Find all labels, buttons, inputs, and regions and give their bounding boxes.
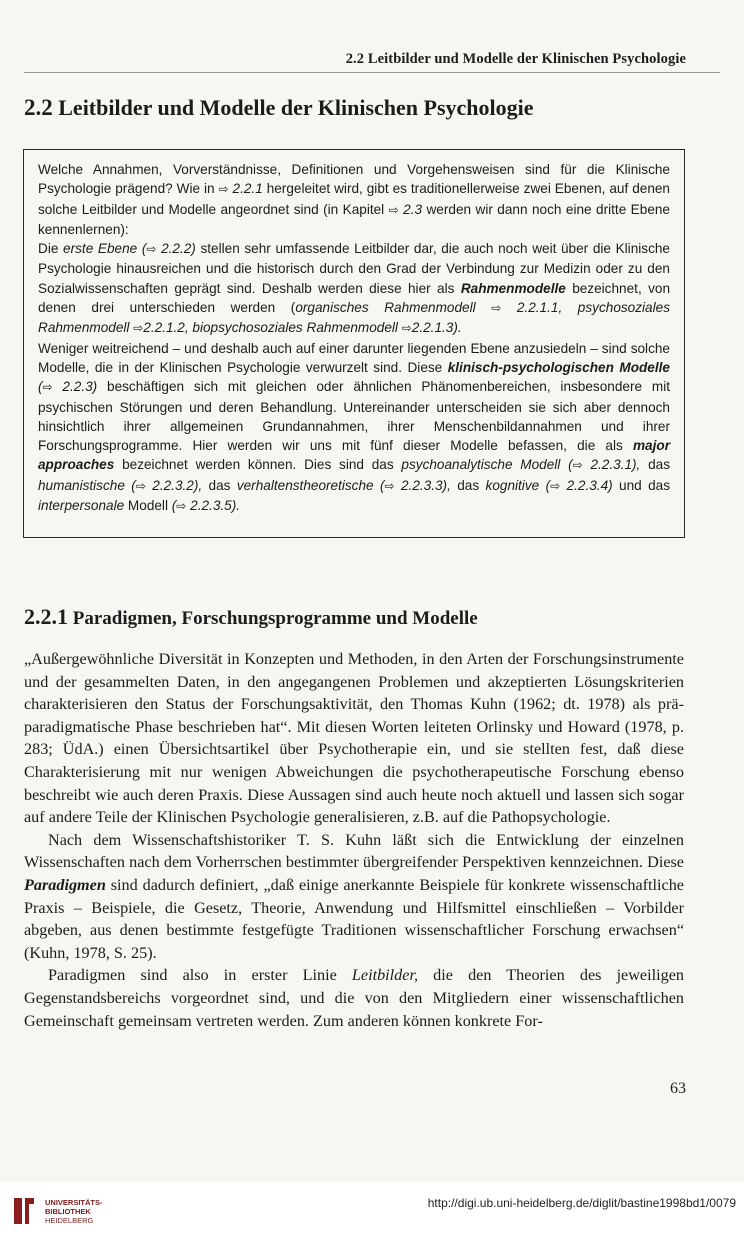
body-paragraph-1: „Außergewöhnliche Diversität in Konzepten und Methoden, in den Arten der Forschungsinstrumente und der gesammelten Daten, in den angegangenen Problemen und akzeptierten Lösungskriterien charakterisieren den Status der Forschungsaktivität, den Thomas Kuhn (1962; dt. 1978) als prä-paradigmatische Phase beschrieben hat“. Mit diesen Worten leiteten Orlinsky und Howard (1978, p. 283; ÜdA.) einen Übersichtsartikel über Psychotherapie ein, und sie stellten fest, daß diese Charakterisierung mit nur wenigen Abweichungen die psychotherapeutische Forschung ebenso beschreibt wie auch deren Praxis. Diese Aussagen sind auch heute noch aktuell und lassen sich sogar auf andere Teile der Klinischen Psychologie generalisieren, z.B. auf die Pathopsychologie. [24,650,684,827]
arrow-icon: ⇨ [550,478,561,493]
header-rule [24,72,720,73]
running-head: 2.2 Leitbilder und Modelle der Klinischen Psychologie [345,51,686,67]
section-title-text: Leitbilder und Modelle der Klinischen Psychologie [58,95,534,120]
page-number: 63 [670,1080,686,1097]
subsection-title-text: Paradigmen, Forschungsprogramme und Modelle [72,608,478,629]
arrow-icon: ⇨ [384,478,395,493]
arrow-icon: ⇨ [401,321,412,336]
body-paragraph-2: Nach dem Wissenschaftshistoriker T. S. Kuhn läßt sich die Entwicklung der einzelnen Wissenschaften nach dem Vorherrschen bestimmter übergreifender Perspektiven kennzeichnen. Diese Paradigmen sind dadurch definiert, „daß einige anerkannte Beispiele für konkrete wissenschaftliche Praxis – Beispiele, die Gesetz, Theorie, Anwendung und Hilfsmittel einschließen – Vorbilder abgeben, aus denen bestimmte festgefügte Traditionen wissenschaftlicher Forschung erwachsen“ (Kuhn, 1978, S. 25). [24,830,684,962]
arrow-icon: ⇨ [146,242,157,257]
arrow-icon: ⇨ [42,380,53,395]
summary-paragraph-3: Weniger weitreichend – und deshalb auch auf einer darunter liegenden Ebene anzusiedeln – sind solche Modelle, die in der Klinischen Psychologie verwurzelt sind. Diese klinisch-psychologischen Modelle (⇨ 2.2.3) beschäftigen sich mit gleichen oder ähnlichen Phänomenbereichen, insbesondere mit psychischen Störungen und deren Behandlung. Untereinander unterscheiden sie sich aber dennoch hinsichtlich ihrer allgemeinen Grundannahmen, ihrer Menschenbildannahmen und ihrer Forschungsprogramme. Hier werden wir uns mit fünf dieser Modelle befassen, die als major approaches bezeichnet werden können. Dies sind das psychoanalytische Modell (⇨ 2.2.3.1), das humanistische (⇨ 2.2.3.2), das verhaltenstheoretische (⇨ 2.2.3.3), das kognitive (⇨ 2.2.3.4) und das interpersonale Modell (⇨ 2.2.3.5). [38,340,671,514]
source-url-link[interactable]: http://digi.ub.uni-heidelberg.de/diglit/bastine1998bd1/0079 [427,1196,736,1210]
summary-paragraph-1: Welche Annahmen, Vorverständnisse, Definitionen und Vorgehensweisen sind für die Klinische Psychologie prägend? Wie in ⇨ 2.2.1 hergeleitet wird, gibt es traditionellerweise zwei Ebenen, auf denen solche Leitbilder und Modelle angeordnet sind (in Kapitel ⇨ 2.3 werden wir dann noch eine dritte Ebene kennenlernen): [38,162,670,237]
subsection-number: 2.2.1 [24,604,68,629]
arrow-icon: ⇨ [572,458,583,473]
library-logo-icon [10,1194,38,1228]
section-title [24,95,534,121]
arrow-icon: ⇨ [218,182,229,197]
arrow-icon: ⇨ [176,499,187,514]
section-number: 2.2 [24,95,53,120]
summary-paragraph-2: Die erste Ebene (⇨ 2.2.2) stellen sehr umfassende Leitbilder dar, die auch noch weit über die Klinische Psychologie hinausreichen und die historisch durch den Grad der Verbindung zur Medizin oder zu den Sozialwissenschaften geprägt sind. Deshalb werden diese hier als Rahmenmodelle bezeichnet, von denen drei unterschieden werden (organisches Rahmenmodell ⇨ 2.2.1.1, psychosoziales Rahmenmodell ⇨2.2.1.2, biopsychosoziales Rahmenmodell ⇨2.2.1.3). [38,241,671,336]
subsection-title [24,604,478,630]
library-name: UNIVERSITÄTS- BIBLIOTHEK HEIDELBERG [45,1198,103,1225]
body-paragraph-3: Paradigmen sind also in erster Linie Leitbilder, die den Theorien des jeweiligen Gegenstandsbereichs vorgeordnet sind, und die von den Mitgliedern einer wissenschaftlichen Gemeinschaft gemeinsam vertreten werden. Zum anderen können konkrete For- [24,966,684,1030]
footer-bar [0,1182,744,1240]
arrow-icon: ⇨ [135,478,146,493]
arrow-icon: ⇨ [491,301,502,316]
arrow-icon: ⇨ [133,321,144,336]
summary-box [23,149,685,538]
arrow-icon: ⇨ [388,202,399,217]
body-text [24,648,684,1032]
